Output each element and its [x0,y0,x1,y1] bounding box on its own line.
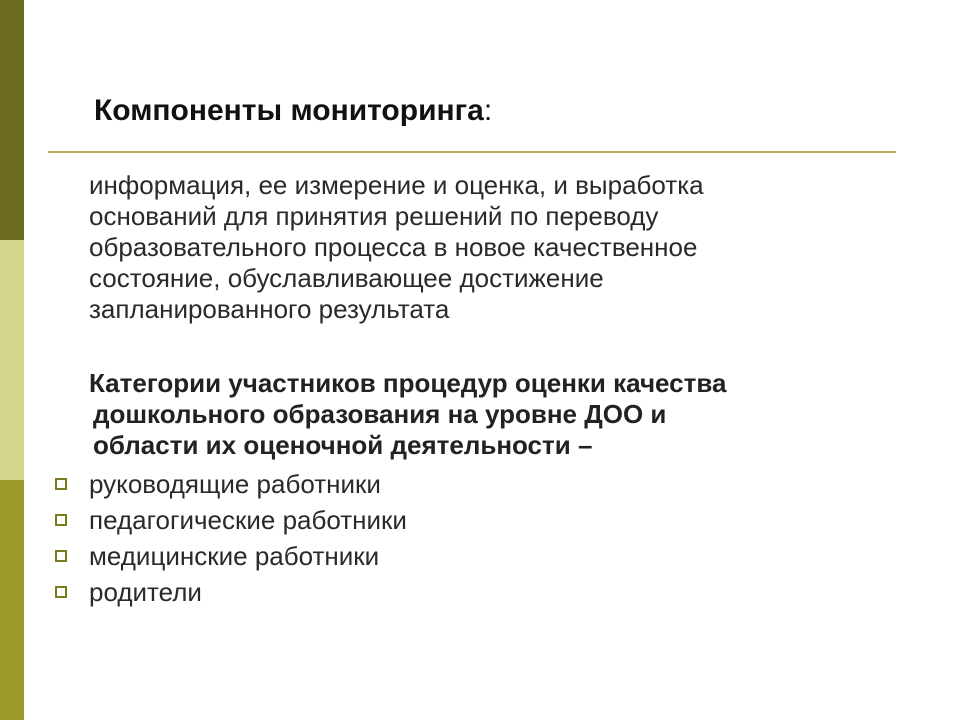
square-bullet-icon [55,514,67,526]
list-item [48,538,407,574]
square-bullet-icon [55,550,67,562]
definition-line: образовательного процесса в новое качественное [89,232,698,262]
side-band-top [0,0,24,240]
side-band-middle [0,240,24,480]
slide-title [94,94,492,128]
list-item [48,574,407,610]
categories-line: области их оценочной деятельности – [93,430,593,460]
categories-heading [89,368,919,461]
slide-title-colon: : [483,94,493,127]
square-bullet-icon [55,586,67,598]
definition-line: запланированного результата [89,294,450,324]
participants-list [48,466,407,610]
slide-title-text: Компоненты мониторинга [94,94,484,127]
participant-label: родители [89,577,202,607]
categories-line: Категории участников процедур оценки качества [89,368,727,398]
participant-label: педагогические работники [89,505,407,535]
definition-line: информация, ее измерение и оценка, и выработка [89,170,704,200]
side-band-bottom [0,480,24,720]
definition-line: состояние, обуславливающее достижение [89,263,604,293]
list-item [48,466,407,502]
title-divider [48,151,896,153]
definition-line: оснований для принятия решений по переводу [89,201,659,231]
list-item [48,502,407,538]
participant-label: медицинские работники [89,541,380,571]
square-bullet-icon [55,478,67,490]
categories-line: дошкольного образования на уровне ДОО и [93,399,667,429]
definition-text [89,170,909,325]
participant-label: руководящие работники [89,469,381,499]
